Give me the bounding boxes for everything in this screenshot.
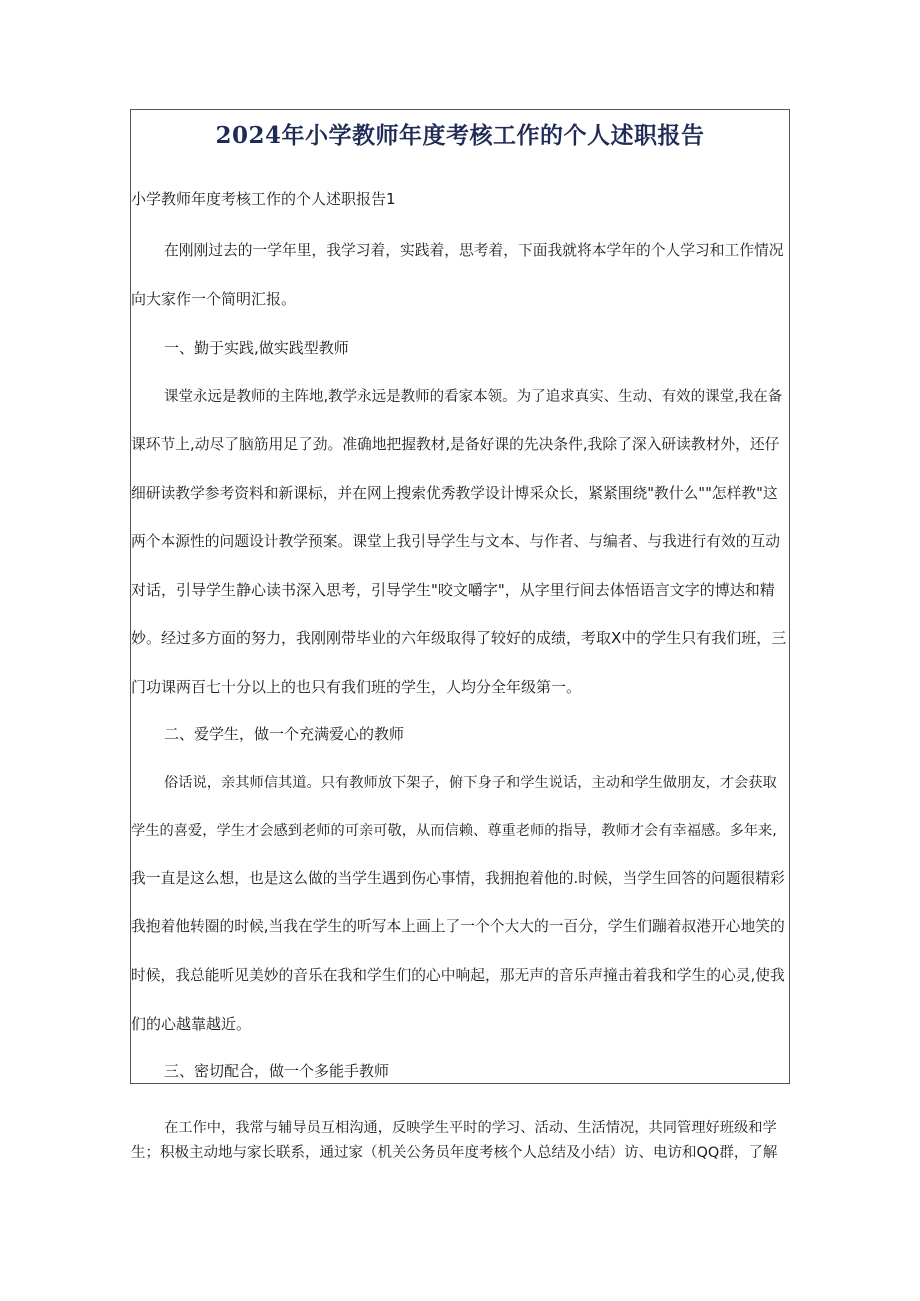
paragraph-line: 学生的喜爱，学生才会感到老师的可亲可敬，从而信赖、尊重老师的指导，教师才会有幸福感。多年来, [131, 823, 777, 839]
paragraph-line: 对话，引导学生静心读书深入思考，引导学生"咬文嚼字"，从字里行间去体悟语言文字的博达和精 [131, 581, 775, 599]
section-heading: 一、勤于实践,做实践型教师 [164, 339, 349, 357]
paragraph-line: 在刚刚过去的一学年里，我学习着，实践着，思考着，下面我就将本学年的个人学习和工作情况 [164, 242, 784, 259]
section-heading: 三、密切配合，做一个多能手教师 [164, 1062, 390, 1080]
paragraph-line: 细研读教学参考资料和新课标，并在网上搜索优秀教学设计博采众长，紧紧围绕"教什么""怎样教"这 [131, 485, 778, 502]
paragraph-line: 课环节上,动尽了脑筋用足了劲。准确地把握教材,是备好课的先决条件,我除了深入研读教材外，还仔 [131, 436, 780, 453]
paragraph-line: 向大家作一个简明汇报。 [131, 290, 297, 308]
paragraph-line: 两个本源性的问题设计教学预案。课堂上我引导学生与文本、与作者、与编者、与我进行有效的互动 [131, 533, 780, 550]
section-heading: 二、爱学生，做一个充满爱心的教师 [164, 725, 405, 743]
paragraph-line: 时候，我总能听见美妙的音乐在我和学生们的心中响起，那无声的音乐声撞击着我和学生的心灵,使我 [131, 967, 785, 984]
paragraph-line: 课堂永远是教师的主阵地,教学永远是教师的看家本领。为了追求真实、生动、有效的课堂,我在备 [164, 389, 783, 405]
paragraph-line: 们的心越靠越近。 [131, 1015, 252, 1033]
subtitle: 小学教师年度考核工作的个人述职报告1 [131, 190, 396, 208]
paragraph-line: 妙。经过多方面的努力，我刚刚带毕业的六年级取得了较好的成绩，考取X中的学生只有我们班，三 [131, 629, 787, 647]
paragraph-line: 门功课两百七十分以上的也只有我们班的学生，人均分全年级第一。 [131, 678, 582, 696]
paragraph-line: 我一直是这么想，也是这么做的当学生遇到伤心事情，我拥抱着他的.时候，当学生回答的问题很精彩 [131, 870, 785, 887]
document-title: 2024年小学教师年度考核工作的个人述职报告 [215, 122, 705, 149]
paragraph-line: 我抱着他转圈的时候,当我在学生的听写本上画上了一个个大大的一百分，学生们蹦着叔港开心地笑的 [131, 918, 785, 935]
paragraph-line: 生；积极主动地与家长联系，通过家（机关公务员年度考核个人总结及小结）访、电访和QQ群，了解 [131, 1145, 778, 1161]
paragraph-line: 俗话说，亲其师信其道。只有教师放下架子，俯下身子和学生说话，主动和学生做朋友，才会获取 [164, 775, 777, 791]
paragraph-line: 在工作中，我常与辅导员互相沟通，反映学生平时的学习、活动、生活情况，共同管理好班级和学 [164, 1120, 777, 1136]
